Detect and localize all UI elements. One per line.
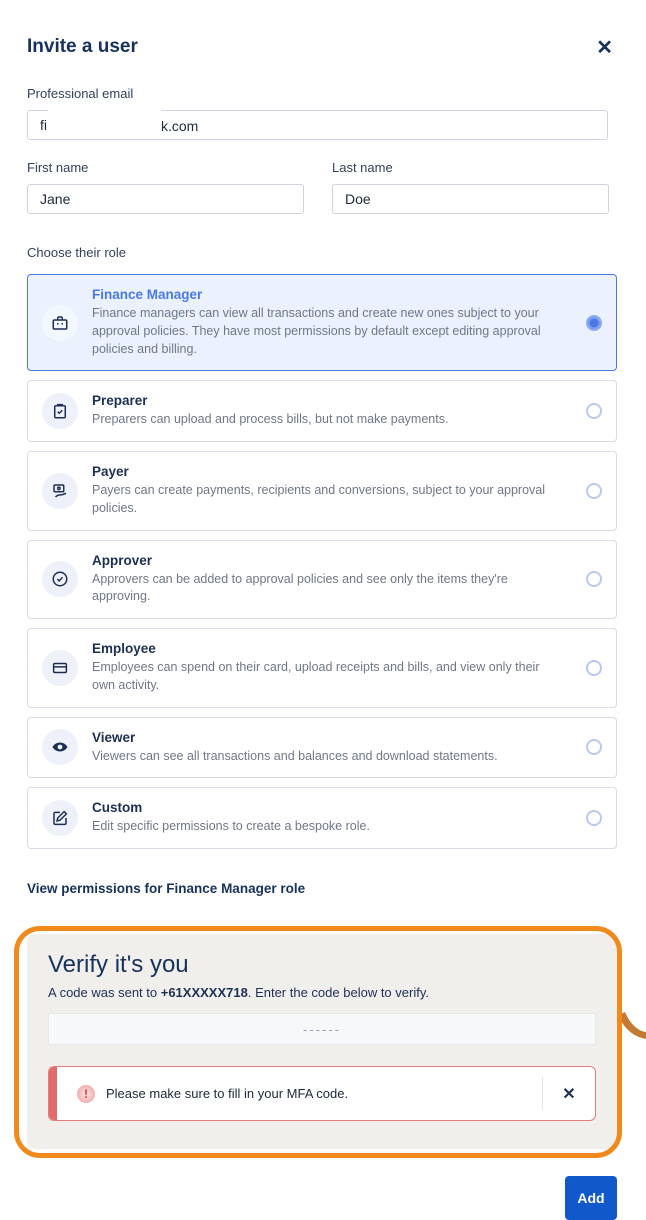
verify-subtitle [48, 985, 596, 1000]
payment-hand-icon [42, 473, 78, 509]
first-name-label: First name [27, 160, 89, 175]
email-block [27, 86, 617, 140]
role-option-finance-manager[interactable] [27, 274, 617, 371]
verify-section [27, 934, 617, 1149]
role-description: Preparers can upload and process bills, but not make payments. [92, 412, 449, 427]
close-icon[interactable]: ✕ [596, 37, 613, 59]
role-radio[interactable] [586, 660, 602, 676]
edit-icon [42, 800, 78, 836]
last-name-label: Last name [332, 160, 393, 175]
role-description: Edit specific permissions to create a bespoke role. [92, 819, 370, 834]
role-description: Employees can spend on their card, upload receipts and bills, and view only their own activity. [92, 660, 540, 692]
role-title: Finance Manager [92, 287, 203, 302]
modal-footer [27, 1176, 617, 1220]
name-row [27, 160, 617, 214]
view-permissions-link[interactable]: View permissions for Finance Manager role [27, 881, 306, 896]
modal-header [27, 36, 617, 60]
role-option-approver[interactable] [27, 540, 617, 620]
alert-close-icon[interactable]: ✕ [562, 1085, 576, 1103]
last-name-field[interactable] [332, 184, 609, 214]
page-title: Invite a user [27, 36, 138, 57]
role-option-preparer[interactable] [27, 380, 617, 442]
last-name-value: Doe [345, 191, 371, 207]
role-radio[interactable] [586, 571, 602, 587]
email-value-prefix: fi [40, 117, 47, 133]
role-radio[interactable] [586, 483, 602, 499]
error-alert-accent-bar [49, 1067, 57, 1120]
role-list [27, 274, 617, 849]
error-alert [48, 1066, 596, 1121]
add-button[interactable]: Add [565, 1176, 617, 1220]
verify-phone: +61XXXXX718 [160, 985, 248, 1000]
verify-subtitle-prefix: A code was sent to [48, 985, 161, 1000]
error-icon: ! [77, 1085, 95, 1103]
role-title: Employee [92, 641, 156, 656]
role-description: Approvers can be added to approval policies and see only the items they're approving. [92, 571, 508, 604]
role-title: Viewer [92, 729, 136, 745]
email-value-suffix: k.com [161, 118, 199, 134]
credit-card-icon [42, 650, 78, 686]
first-name-value: Jane [40, 191, 71, 207]
email-field[interactable] [27, 110, 608, 140]
email-redaction-overlay [48, 106, 161, 133]
role-description: Finance managers can view all transactions and create new ones subject to your approval policies. They have most permissions by default except editing approval policies and billing. [92, 306, 541, 356]
role-radio[interactable] [586, 739, 602, 755]
role-option-custom[interactable] [27, 787, 617, 849]
error-message: Please make sure to fill in your MFA code. [106, 1086, 349, 1101]
choose-role-label: Choose their role [27, 245, 126, 260]
mfa-code-input[interactable]: ------ [48, 1013, 596, 1045]
clipboard-check-icon [42, 393, 78, 429]
role-title: Preparer [92, 393, 148, 409]
role-option-employee[interactable] [27, 628, 617, 708]
briefcase-icon [42, 305, 78, 341]
role-title: Approver [92, 552, 153, 568]
role-title: Custom [92, 800, 143, 816]
verify-title: Verify it's you [48, 951, 189, 978]
first-name-field[interactable] [27, 184, 304, 214]
role-option-payer[interactable] [27, 451, 617, 531]
role-radio[interactable] [586, 403, 602, 419]
verify-subtitle-suffix: . Enter the code below to verify. [247, 985, 429, 1000]
role-option-viewer[interactable] [27, 717, 617, 779]
role-description: Viewers can see all transactions and balances and download statements. [92, 748, 498, 763]
verify-card [27, 934, 617, 1149]
role-description: Payers can create payments, recipients and conversions, subject to your approval policies. [92, 483, 546, 515]
check-circle-icon [42, 561, 78, 597]
email-label: Professional email [27, 86, 134, 101]
role-radio[interactable] [586, 315, 602, 331]
role-radio[interactable] [586, 810, 602, 826]
eye-icon [42, 729, 78, 765]
role-title: Payer [92, 464, 129, 479]
